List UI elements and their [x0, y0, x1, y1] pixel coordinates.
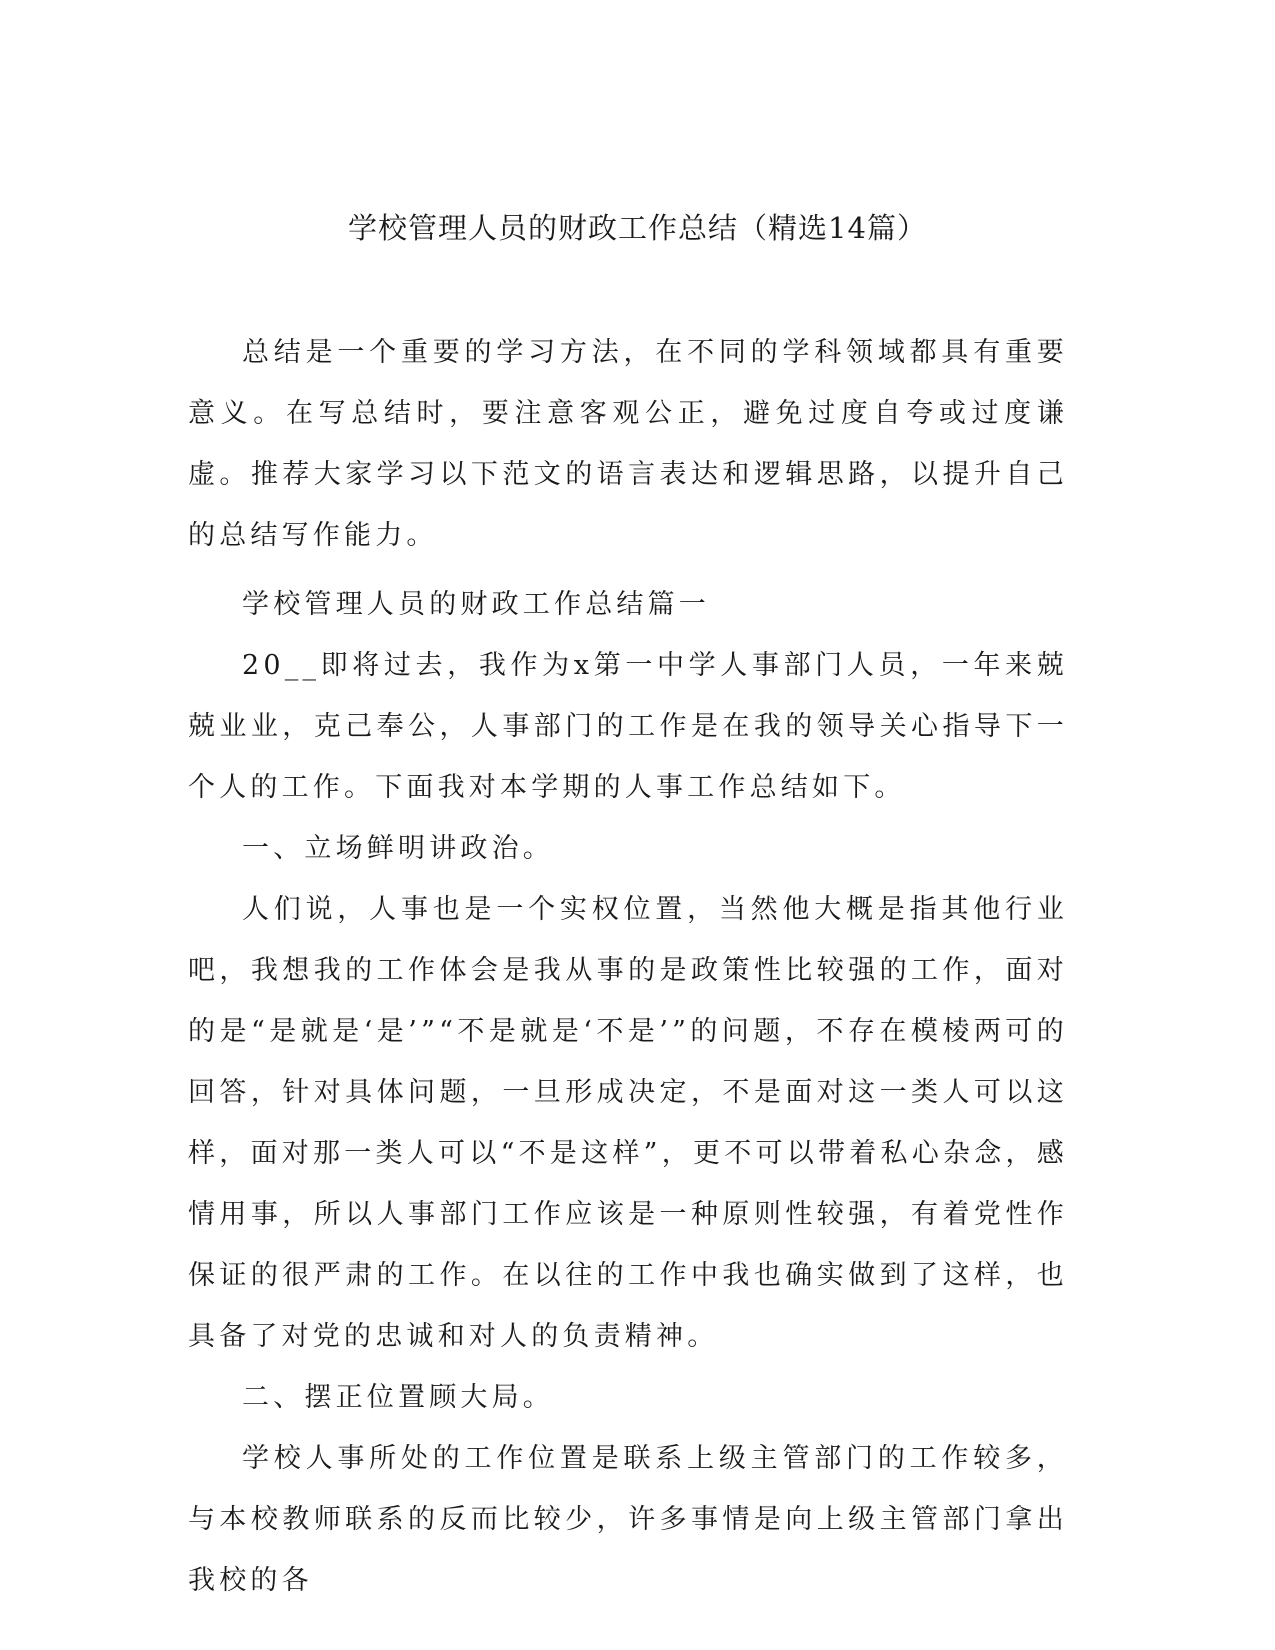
subsection-heading-two: 二、摆正位置顾大局。: [242, 1382, 554, 1413]
section-heading-part-one: 学校管理人员的财政工作总结篇一: [242, 589, 710, 620]
document-body: [188, 322, 1068, 1611]
body-paragraph: 学校人事所处的工作位置是联系上级主管部门的工作较多，与本校教师联系的反而比较少，许多事情是向上级主管部门拿出我校的各: [188, 1443, 1068, 1596]
subsection-heading-one: 一、立场鲜明讲政治。: [242, 833, 554, 864]
document-title: 学校管理人员的财政工作总结（精选14篇）: [348, 211, 927, 245]
body-paragraph: 人们说，人事也是一个实权位置，当然他大概是指其他行业吧，我想我的工作体会是我从事的是政策性比较强的工作，面对的是“是就是‘是’”“不是就是‘不是’”的问题，不存在模棱两可的回答，针对具体问题，一旦形成决定，不是面对这一类人可以这样，面对那一类人可以“不是这样”，更不可以带着私心杂念，感情用事，所以人事部门工作应该是一种原则性较强，有着党性作保证的很严肃的工作。在以往的工作中我也确实做到了这样，也具备了对党的忠诚和对人的负责精神。: [188, 894, 1068, 1352]
intro-paragraph: 总结是一个重要的学习方法，在不同的学科领域都具有重要意义。在写总结时，要注意客观公正，避免过度自夸或过度谦虚。推荐大家学习以下范文的语言表达和逻辑思路，以提升自己的总结写作能力。: [188, 337, 1068, 551]
body-paragraph: 20__即将过去，我作为x第一中学人事部门人员，一年来兢兢业业，克己奉公，人事部门的工作是在我的领导关心指导下一个人的工作。下面我对本学期的人事工作总结如下。: [188, 650, 1068, 803]
